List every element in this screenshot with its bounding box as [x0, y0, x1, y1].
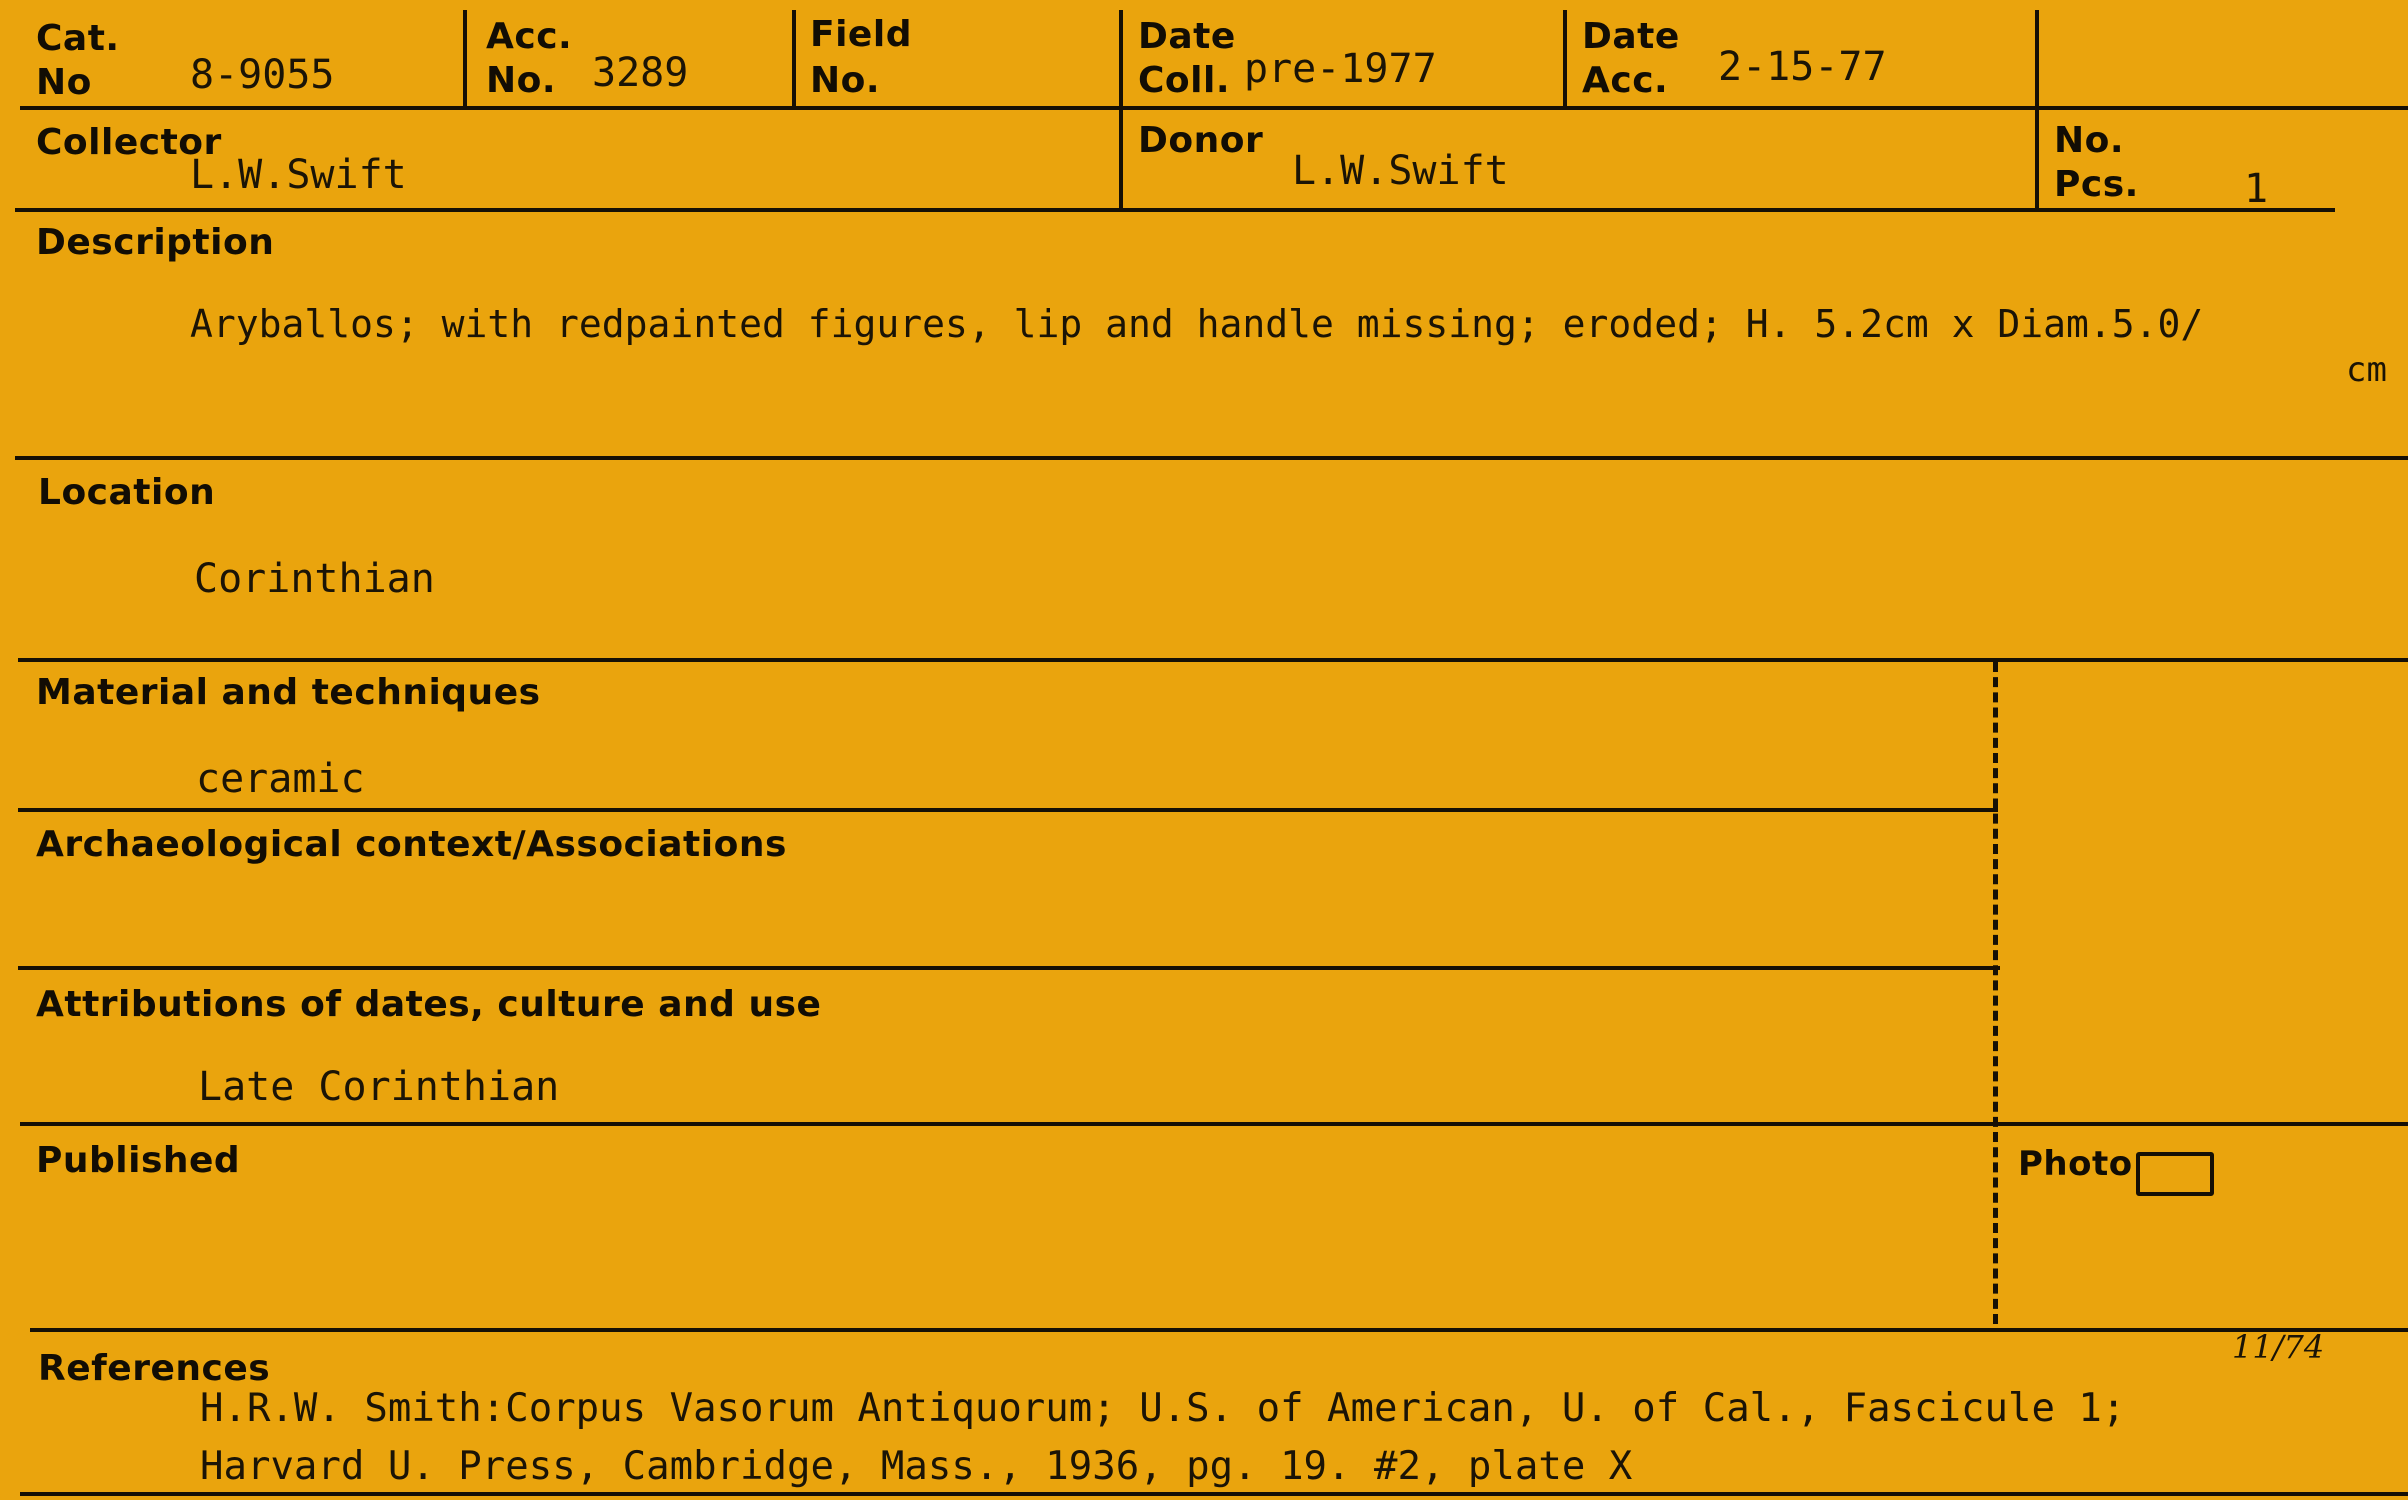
rule-v-field-datecoll: [1119, 10, 1123, 208]
attributions-value: Late Corinthian: [198, 1064, 560, 1110]
no-pcs-label-line2: Pcs.: [2054, 164, 2139, 205]
date-coll-label-line2: Coll.: [1138, 60, 1231, 101]
photo-label: Photo: [2018, 1144, 2133, 1184]
date-coll-value: pre-1977: [1244, 46, 1437, 92]
rule-archaeological-bottom: [18, 966, 2000, 970]
material-value: ceramic: [196, 756, 365, 802]
cat-no-label-line1: Cat.: [36, 18, 120, 59]
attributions-label: Attributions of dates, culture and use: [36, 984, 822, 1025]
donor-label: Donor: [1138, 120, 1264, 161]
no-pcs-value: 1: [2244, 166, 2269, 212]
rule-v-photo-column: [1993, 662, 1998, 1324]
photo-checkbox[interactable]: [2136, 1152, 2214, 1196]
rule-v-cat-acc: [463, 10, 467, 106]
references-line2: Harvard U. Press, Cambridge, Mass., 1936, pg. 19. #2, plate X: [200, 1444, 1633, 1489]
no-pcs-label-line1: No.: [2054, 120, 2125, 161]
location-label: Location: [38, 472, 216, 513]
rule-collector-bottom: [15, 208, 2335, 212]
rule-v-dateacc-right: [2035, 10, 2039, 208]
description-line1: Aryballos; with redpainted figures, lip and handle missing; eroded; H. 5.2cm x Diam.5.0/: [190, 302, 2204, 346]
field-no-label-line2: No.: [810, 60, 881, 101]
description-label: Description: [36, 222, 275, 263]
rule-card-bottom: [20, 1492, 2408, 1496]
field-no-label-line1: Field: [810, 14, 912, 55]
rule-description-bottom: [15, 456, 2408, 460]
donor-value: L.W.Swift: [1292, 148, 1509, 194]
cat-no-label-line2: No: [36, 62, 92, 103]
rule-attributions-bottom: [20, 1122, 2408, 1126]
rule-material-bottom: [18, 808, 1998, 812]
rule-published-bottom: [30, 1328, 2408, 1332]
rule-location-bottom: [18, 658, 2408, 662]
material-label: Material and techniques: [36, 672, 541, 713]
form-code: 11/74: [2232, 1328, 2325, 1366]
date-acc-value: 2-15-77: [1718, 44, 1887, 90]
description-line2: cm: [2346, 350, 2387, 390]
rule-header-bottom: [20, 106, 2408, 110]
rule-v-acc-field: [792, 10, 796, 106]
references-label: References: [38, 1348, 271, 1389]
acc-no-label-line1: Acc.: [486, 16, 573, 57]
references-line1: H.R.W. Smith:Corpus Vasorum Antiquorum; U.S. of American, U. of Cal., Fascicule 1;: [200, 1386, 2126, 1431]
location-value: Corinthian: [194, 556, 435, 602]
date-acc-label-line2: Acc.: [1582, 60, 1669, 101]
archaeological-label: Archaeological context/Associations: [36, 824, 787, 865]
acc-no-value: 3289: [592, 50, 689, 96]
date-acc-label-line1: Date: [1582, 16, 1680, 57]
collector-value: L.W.Swift: [190, 152, 407, 198]
collector-label: Collector: [36, 122, 222, 163]
published-label: Published: [36, 1140, 241, 1181]
cat-no-value: 8-9055: [190, 52, 335, 98]
rule-v-datecoll-dateacc: [1563, 10, 1567, 106]
date-coll-label-line1: Date: [1138, 16, 1236, 57]
acc-no-label-line2: No.: [486, 60, 557, 101]
